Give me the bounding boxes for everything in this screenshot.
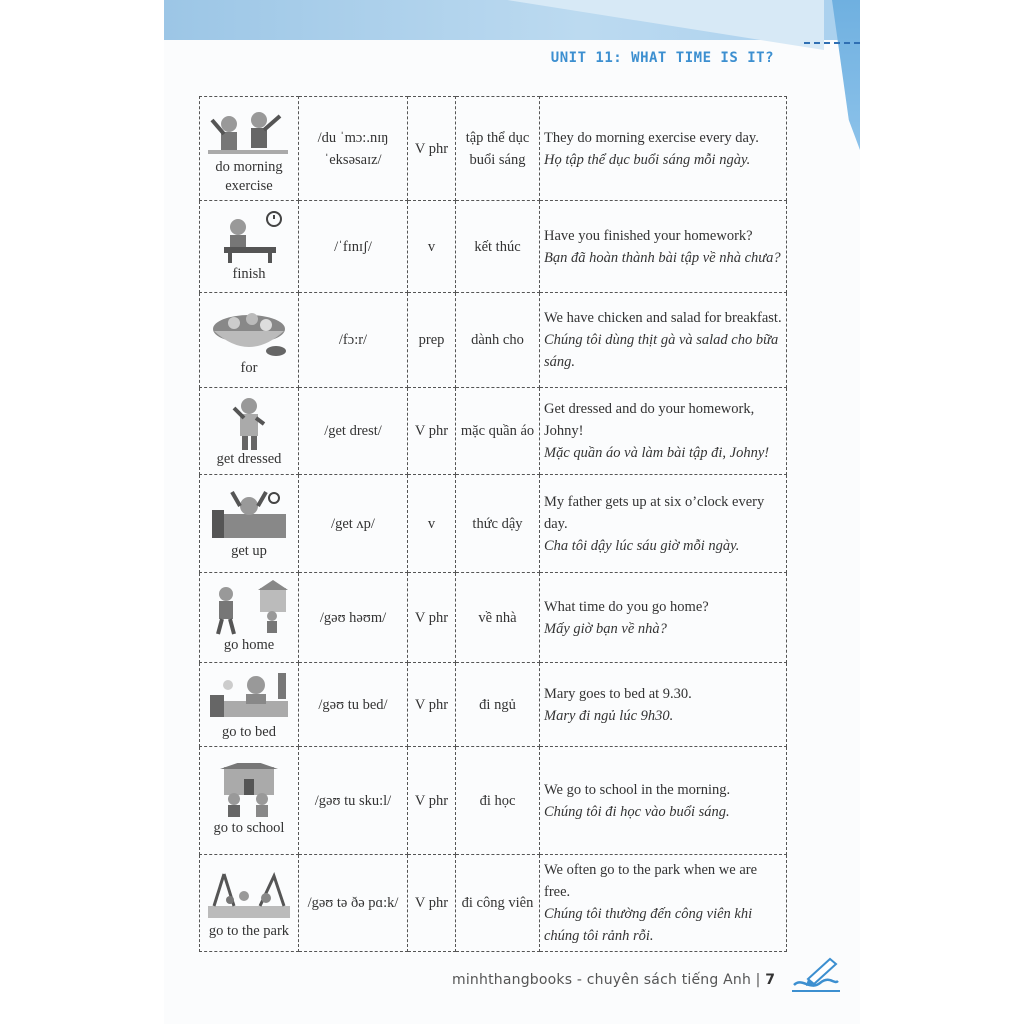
- table-row: [200, 747, 787, 855]
- picture-cell: [200, 573, 299, 663]
- pos-cell: V phr: [408, 747, 456, 855]
- table-row: [200, 573, 787, 663]
- meaning-cell: kết thúc: [456, 201, 540, 293]
- table-row: [200, 855, 787, 952]
- meaning-cell: về nhà: [456, 573, 540, 663]
- ipa-cell: /du ˈmɔ:.nɪŋ ˈeksəsaɪz/: [299, 97, 408, 201]
- picture-cell: [200, 293, 299, 388]
- salad-bowl-icon: [204, 303, 294, 359]
- example-vietnamese: Chúng tôi dùng thịt gà và salad cho bữa sáng.: [544, 332, 779, 370]
- table-row: [200, 475, 787, 573]
- example-cell: [540, 97, 787, 201]
- example-cell: [540, 388, 787, 475]
- example-english: We go to school in the morning.: [544, 781, 731, 798]
- table-row: [200, 97, 787, 201]
- picture-cell: [200, 97, 299, 201]
- meaning-cell: đi học: [456, 747, 540, 855]
- page-number: 7: [765, 972, 776, 988]
- example-vietnamese: Mặc quần áo và làm bài tập đi, Johny!: [544, 445, 770, 461]
- footer: [452, 972, 775, 988]
- pos-cell: V phr: [408, 388, 456, 475]
- unit-title: UNIT 11: WHAT TIME IS IT?: [550, 50, 774, 66]
- pos-cell: V phr: [408, 573, 456, 663]
- pos-cell: V phr: [408, 97, 456, 201]
- table-row: [200, 201, 787, 293]
- meaning-cell: đi ngủ: [456, 663, 540, 747]
- table-row: [200, 293, 787, 388]
- example-cell: [540, 573, 787, 663]
- children-exercising-icon: [204, 102, 294, 158]
- ipa-cell: /gəʊ həʊm/: [299, 573, 408, 663]
- picture-cell: [200, 475, 299, 573]
- table-row: [200, 663, 787, 747]
- vocab-word: for: [240, 359, 258, 376]
- example-vietnamese: Cha tôi dậy lúc sáu giờ mỗi ngày.: [544, 537, 740, 554]
- example-english: What time do you go home?: [544, 598, 709, 615]
- example-english: My father gets up at six o’clock every day.: [544, 493, 765, 532]
- pen-writing-icon: [790, 955, 842, 995]
- example-english: We have chicken and salad for breakfast.: [544, 310, 782, 326]
- meaning-cell: dành cho: [456, 293, 540, 388]
- ipa-cell: /gəʊ tu bed/: [299, 663, 408, 747]
- vocab-word: get up: [231, 543, 267, 559]
- ipa-cell: /ˈfɪnɪʃ/: [299, 201, 408, 293]
- ipa-cell: /gəʊ tə ðə pɑ:k/: [299, 855, 408, 952]
- pos-cell: V phr: [408, 855, 456, 952]
- pos-cell: v: [408, 475, 456, 573]
- ipa-cell: /get ʌp/: [299, 475, 408, 573]
- vocab-word: get dressed: [216, 450, 282, 467]
- picture-cell: [200, 855, 299, 952]
- boy-dressing-icon: [204, 394, 294, 450]
- meaning-cell: tập thể dục buổi sáng: [456, 97, 540, 201]
- ipa-cell: /fɔ:r/: [299, 293, 408, 388]
- ipa-cell: /gəʊ tu sku:l/: [299, 747, 408, 855]
- children-at-school-icon: [204, 763, 294, 819]
- meaning-cell: thức dậy: [456, 475, 540, 573]
- vocab-word: do morning exercise: [215, 158, 283, 194]
- pos-cell: v: [408, 201, 456, 293]
- picture-cell: [200, 388, 299, 475]
- vocab-word: go to bed: [222, 724, 276, 740]
- example-cell: [540, 855, 787, 952]
- example-vietnamese: Bạn đã hoàn thành bài tập về nhà chưa?: [544, 249, 781, 266]
- vocabulary-table: [199, 96, 787, 952]
- vocab-word: go to school: [213, 820, 285, 836]
- book-page: [164, 0, 860, 1024]
- girl-waking-up-icon: [204, 486, 294, 542]
- example-english: We often go to the park when we are free.: [544, 862, 758, 900]
- example-cell: [540, 475, 787, 573]
- ipa-cell: /get drest/: [299, 388, 408, 475]
- vocab-word: go to the park: [208, 922, 290, 939]
- vocab-word: go home: [223, 637, 275, 653]
- picture-cell: [200, 201, 299, 293]
- picture-cell: [200, 747, 299, 855]
- example-cell: [540, 747, 787, 855]
- park-playground-icon: [204, 866, 294, 922]
- example-cell: [540, 663, 787, 747]
- example-vietnamese: Chúng tôi thường đến công viên khi chúng tôi rảnh rỗi.: [544, 906, 753, 944]
- example-english: Have you finished your homework?: [544, 227, 753, 244]
- example-english: They do morning exercise every day.: [544, 129, 759, 146]
- boy-at-desk-clock-icon: [204, 209, 294, 265]
- vocab-word: finish: [232, 266, 266, 282]
- example-vietnamese: Mary đi ngủ lúc 9h30.: [544, 707, 674, 724]
- example-vietnamese: Họ tập thể dục buổi sáng mỗi ngày.: [544, 151, 751, 168]
- corner-strip: [832, 0, 860, 150]
- example-cell: [540, 201, 787, 293]
- pos-cell: V phr: [408, 663, 456, 747]
- example-vietnamese: Mấy giờ bạn về nhà?: [544, 620, 667, 637]
- example-cell: [540, 293, 787, 388]
- boy-going-to-bed-icon: [204, 667, 294, 723]
- pos-cell: prep: [408, 293, 456, 388]
- meaning-cell: đi công viên: [456, 855, 540, 952]
- header-triangle: [444, 0, 824, 50]
- example-vietnamese: Chúng tôi đi học vào buổi sáng.: [544, 803, 730, 820]
- meaning-cell: mặc quần áo: [456, 388, 540, 475]
- header-dash-line: [804, 42, 860, 44]
- table-row: [200, 388, 787, 475]
- example-english: Get dressed and do your homework, Johny!: [544, 401, 755, 439]
- children-walking-home-icon: [204, 580, 294, 636]
- picture-cell: [200, 663, 299, 747]
- publisher-text: minhthangbooks - chuyên sách tiếng Anh |: [452, 972, 761, 988]
- example-english: Mary goes to bed at 9.30.: [544, 685, 692, 702]
